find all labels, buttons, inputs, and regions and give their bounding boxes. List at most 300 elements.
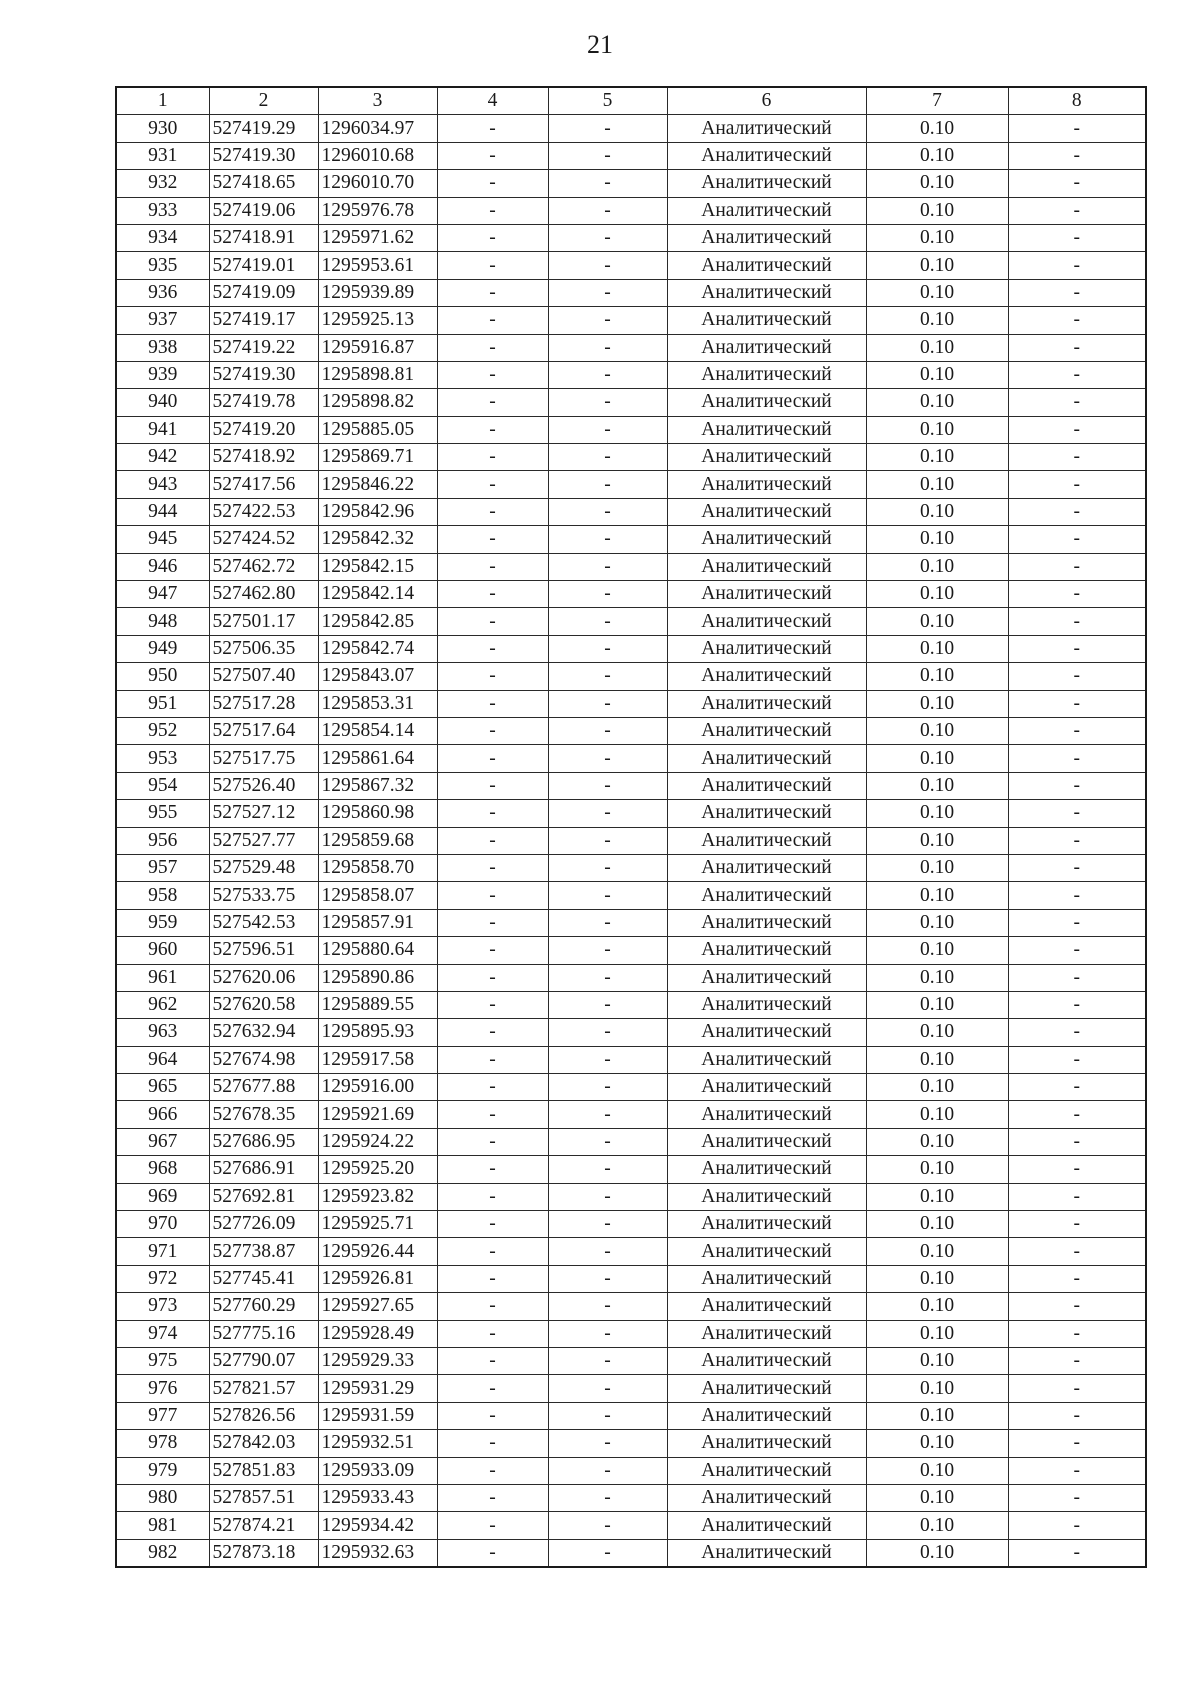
col-8-cell: - bbox=[1008, 389, 1146, 416]
col-4-cell: - bbox=[437, 909, 548, 936]
method-cell: Аналитический bbox=[667, 1156, 866, 1183]
point-number-cell: 952 bbox=[116, 717, 209, 744]
method-cell: Аналитический bbox=[667, 635, 866, 662]
coord-y-cell: 1295916.00 bbox=[318, 1074, 437, 1101]
col-8-cell: - bbox=[1008, 991, 1146, 1018]
point-number-cell: 966 bbox=[116, 1101, 209, 1128]
table-row bbox=[116, 827, 1146, 854]
coord-x-cell: 527501.17 bbox=[209, 608, 318, 635]
accuracy-cell: 0.10 bbox=[866, 224, 1008, 251]
coord-y-cell: 1295926.44 bbox=[318, 1238, 437, 1265]
method-cell: Аналитический bbox=[667, 1320, 866, 1347]
method-cell: Аналитический bbox=[667, 882, 866, 909]
accuracy-cell: 0.10 bbox=[866, 526, 1008, 553]
accuracy-cell: 0.10 bbox=[866, 1512, 1008, 1539]
method-cell: Аналитический bbox=[667, 1293, 866, 1320]
col-8-cell: - bbox=[1008, 334, 1146, 361]
point-number-cell: 949 bbox=[116, 635, 209, 662]
point-number-cell: 957 bbox=[116, 854, 209, 881]
coord-x-cell: 527632.94 bbox=[209, 1019, 318, 1046]
table-row bbox=[116, 416, 1146, 443]
coord-x-cell: 527424.52 bbox=[209, 526, 318, 553]
table-row bbox=[116, 1512, 1146, 1539]
method-cell: Аналитический bbox=[667, 663, 866, 690]
coord-y-cell: 1295925.71 bbox=[318, 1211, 437, 1238]
table-row bbox=[116, 334, 1146, 361]
col-5-cell: - bbox=[548, 334, 667, 361]
method-cell: Аналитический bbox=[667, 279, 866, 306]
method-cell: Аналитический bbox=[667, 1238, 866, 1265]
coord-y-cell: 1295898.81 bbox=[318, 361, 437, 388]
coord-y-cell: 1295928.49 bbox=[318, 1320, 437, 1347]
column-header-2: 2 bbox=[209, 87, 318, 115]
col-8-cell: - bbox=[1008, 444, 1146, 471]
coord-x-cell: 527462.80 bbox=[209, 581, 318, 608]
point-number-cell: 935 bbox=[116, 252, 209, 279]
point-number-cell: 979 bbox=[116, 1457, 209, 1484]
coord-y-cell: 1295853.31 bbox=[318, 690, 437, 717]
point-number-cell: 970 bbox=[116, 1211, 209, 1238]
coord-y-cell: 1295860.98 bbox=[318, 800, 437, 827]
point-number-cell: 931 bbox=[116, 142, 209, 169]
col-4-cell: - bbox=[437, 772, 548, 799]
method-cell: Аналитический bbox=[667, 991, 866, 1018]
coord-y-cell: 1295923.82 bbox=[318, 1183, 437, 1210]
coord-y-cell: 1295932.51 bbox=[318, 1430, 437, 1457]
accuracy-cell: 0.10 bbox=[866, 1430, 1008, 1457]
table-row bbox=[116, 389, 1146, 416]
point-number-cell: 975 bbox=[116, 1347, 209, 1374]
accuracy-cell: 0.10 bbox=[866, 608, 1008, 635]
method-cell: Аналитический bbox=[667, 471, 866, 498]
coord-y-cell: 1295858.70 bbox=[318, 854, 437, 881]
point-number-cell: 980 bbox=[116, 1484, 209, 1511]
col-4-cell: - bbox=[437, 1156, 548, 1183]
coord-x-cell: 527419.22 bbox=[209, 334, 318, 361]
accuracy-cell: 0.10 bbox=[866, 170, 1008, 197]
coord-x-cell: 527417.56 bbox=[209, 471, 318, 498]
col-4-cell: - bbox=[437, 1265, 548, 1292]
column-header-5: 5 bbox=[548, 87, 667, 115]
method-cell: Аналитический bbox=[667, 909, 866, 936]
point-number-cell: 951 bbox=[116, 690, 209, 717]
col-8-cell: - bbox=[1008, 1074, 1146, 1101]
coord-x-cell: 527527.12 bbox=[209, 800, 318, 827]
col-4-cell: - bbox=[437, 252, 548, 279]
col-5-cell: - bbox=[548, 1238, 667, 1265]
coord-y-cell: 1295933.43 bbox=[318, 1484, 437, 1511]
col-4-cell: - bbox=[437, 553, 548, 580]
accuracy-cell: 0.10 bbox=[866, 1128, 1008, 1155]
col-4-cell: - bbox=[437, 1019, 548, 1046]
col-5-cell: - bbox=[548, 1539, 667, 1567]
col-4-cell: - bbox=[437, 1074, 548, 1101]
coord-x-cell: 527418.91 bbox=[209, 224, 318, 251]
point-number-cell: 960 bbox=[116, 937, 209, 964]
point-number-cell: 965 bbox=[116, 1074, 209, 1101]
table-row bbox=[116, 553, 1146, 580]
col-8-cell: - bbox=[1008, 1293, 1146, 1320]
coord-x-cell: 527857.51 bbox=[209, 1484, 318, 1511]
coord-y-cell: 1295854.14 bbox=[318, 717, 437, 744]
col-5-cell: - bbox=[548, 1128, 667, 1155]
col-5-cell: - bbox=[548, 882, 667, 909]
coord-x-cell: 527527.77 bbox=[209, 827, 318, 854]
accuracy-cell: 0.10 bbox=[866, 444, 1008, 471]
accuracy-cell: 0.10 bbox=[866, 827, 1008, 854]
point-number-cell: 947 bbox=[116, 581, 209, 608]
col-8-cell: - bbox=[1008, 964, 1146, 991]
coord-x-cell: 527506.35 bbox=[209, 635, 318, 662]
method-cell: Аналитический bbox=[667, 115, 866, 142]
col-8-cell: - bbox=[1008, 1402, 1146, 1429]
col-8-cell: - bbox=[1008, 252, 1146, 279]
col-8-cell: - bbox=[1008, 1512, 1146, 1539]
header-row bbox=[116, 87, 1146, 115]
coord-x-cell: 527419.09 bbox=[209, 279, 318, 306]
point-number-cell: 963 bbox=[116, 1019, 209, 1046]
col-5-cell: - bbox=[548, 1484, 667, 1511]
method-cell: Аналитический bbox=[667, 1183, 866, 1210]
col-8-cell: - bbox=[1008, 224, 1146, 251]
col-8-cell: - bbox=[1008, 1320, 1146, 1347]
accuracy-cell: 0.10 bbox=[866, 882, 1008, 909]
col-5-cell: - bbox=[548, 854, 667, 881]
col-4-cell: - bbox=[437, 1375, 548, 1402]
col-8-cell: - bbox=[1008, 663, 1146, 690]
coord-y-cell: 1296010.68 bbox=[318, 142, 437, 169]
method-cell: Аналитический bbox=[667, 964, 866, 991]
coord-y-cell: 1295927.65 bbox=[318, 1293, 437, 1320]
col-5-cell: - bbox=[548, 498, 667, 525]
coord-x-cell: 527620.58 bbox=[209, 991, 318, 1018]
method-cell: Аналитический bbox=[667, 1484, 866, 1511]
col-4-cell: - bbox=[437, 416, 548, 443]
point-number-cell: 964 bbox=[116, 1046, 209, 1073]
col-5-cell: - bbox=[548, 909, 667, 936]
col-4-cell: - bbox=[437, 1183, 548, 1210]
point-number-cell: 938 bbox=[116, 334, 209, 361]
col-5-cell: - bbox=[548, 827, 667, 854]
accuracy-cell: 0.10 bbox=[866, 1156, 1008, 1183]
point-number-cell: 943 bbox=[116, 471, 209, 498]
col-8-cell: - bbox=[1008, 1211, 1146, 1238]
col-4-cell: - bbox=[437, 471, 548, 498]
page-number: 21 bbox=[587, 30, 613, 59]
col-8-cell: - bbox=[1008, 1430, 1146, 1457]
method-cell: Аналитический bbox=[667, 1457, 866, 1484]
coord-x-cell: 527851.83 bbox=[209, 1457, 318, 1484]
col-4-cell: - bbox=[437, 170, 548, 197]
table-row bbox=[116, 170, 1146, 197]
col-5-cell: - bbox=[548, 1046, 667, 1073]
col-8-cell: - bbox=[1008, 1019, 1146, 1046]
coord-x-cell: 527620.06 bbox=[209, 964, 318, 991]
table-row bbox=[116, 1293, 1146, 1320]
coord-y-cell: 1295924.22 bbox=[318, 1128, 437, 1155]
accuracy-cell: 0.10 bbox=[866, 772, 1008, 799]
coord-y-cell: 1295843.07 bbox=[318, 663, 437, 690]
coord-y-cell: 1295939.89 bbox=[318, 279, 437, 306]
coord-x-cell: 527738.87 bbox=[209, 1238, 318, 1265]
accuracy-cell: 0.10 bbox=[866, 1320, 1008, 1347]
col-4-cell: - bbox=[437, 1293, 548, 1320]
point-number-cell: 936 bbox=[116, 279, 209, 306]
table-row bbox=[116, 1156, 1146, 1183]
table-row bbox=[116, 197, 1146, 224]
col-5-cell: - bbox=[548, 635, 667, 662]
table-row bbox=[116, 1402, 1146, 1429]
col-8-cell: - bbox=[1008, 854, 1146, 881]
col-8-cell: - bbox=[1008, 307, 1146, 334]
point-number-cell: 933 bbox=[116, 197, 209, 224]
coord-y-cell: 1295926.81 bbox=[318, 1265, 437, 1292]
table-row bbox=[116, 142, 1146, 169]
method-cell: Аналитический bbox=[667, 581, 866, 608]
method-cell: Аналитический bbox=[667, 1347, 866, 1374]
col-4-cell: - bbox=[437, 608, 548, 635]
coord-y-cell: 1295890.86 bbox=[318, 964, 437, 991]
table-row bbox=[116, 581, 1146, 608]
coord-x-cell: 527418.92 bbox=[209, 444, 318, 471]
method-cell: Аналитический bbox=[667, 1430, 866, 1457]
table-row bbox=[116, 1457, 1146, 1484]
accuracy-cell: 0.10 bbox=[866, 334, 1008, 361]
col-8-cell: - bbox=[1008, 909, 1146, 936]
col-5-cell: - bbox=[548, 608, 667, 635]
coord-y-cell: 1295859.68 bbox=[318, 827, 437, 854]
col-8-cell: - bbox=[1008, 1265, 1146, 1292]
col-8-cell: - bbox=[1008, 772, 1146, 799]
coord-x-cell: 527677.88 bbox=[209, 1074, 318, 1101]
accuracy-cell: 0.10 bbox=[866, 115, 1008, 142]
coord-x-cell: 527419.29 bbox=[209, 115, 318, 142]
coord-x-cell: 527507.40 bbox=[209, 663, 318, 690]
method-cell: Аналитический bbox=[667, 1074, 866, 1101]
coord-y-cell: 1295846.22 bbox=[318, 471, 437, 498]
method-cell: Аналитический bbox=[667, 498, 866, 525]
method-cell: Аналитический bbox=[667, 444, 866, 471]
table-row bbox=[116, 361, 1146, 388]
col-8-cell: - bbox=[1008, 1484, 1146, 1511]
accuracy-cell: 0.10 bbox=[866, 553, 1008, 580]
col-8-cell: - bbox=[1008, 690, 1146, 717]
table-row bbox=[116, 1347, 1146, 1374]
coord-y-cell: 1295869.71 bbox=[318, 444, 437, 471]
col-5-cell: - bbox=[548, 307, 667, 334]
method-cell: Аналитический bbox=[667, 1128, 866, 1155]
coord-x-cell: 527419.06 bbox=[209, 197, 318, 224]
col-4-cell: - bbox=[437, 389, 548, 416]
col-5-cell: - bbox=[548, 1512, 667, 1539]
table-row bbox=[116, 1211, 1146, 1238]
coord-y-cell: 1295895.93 bbox=[318, 1019, 437, 1046]
coord-y-cell: 1295932.63 bbox=[318, 1539, 437, 1567]
accuracy-cell: 0.10 bbox=[866, 1238, 1008, 1265]
col-5-cell: - bbox=[548, 444, 667, 471]
col-8-cell: - bbox=[1008, 471, 1146, 498]
coord-y-cell: 1295861.64 bbox=[318, 745, 437, 772]
col-4-cell: - bbox=[437, 526, 548, 553]
col-8-cell: - bbox=[1008, 1128, 1146, 1155]
col-4-cell: - bbox=[437, 1046, 548, 1073]
col-8-cell: - bbox=[1008, 635, 1146, 662]
method-cell: Аналитический bbox=[667, 1375, 866, 1402]
coord-y-cell: 1295885.05 bbox=[318, 416, 437, 443]
accuracy-cell: 0.10 bbox=[866, 663, 1008, 690]
accuracy-cell: 0.10 bbox=[866, 1101, 1008, 1128]
accuracy-cell: 0.10 bbox=[866, 690, 1008, 717]
method-cell: Аналитический bbox=[667, 526, 866, 553]
point-number-cell: 939 bbox=[116, 361, 209, 388]
accuracy-cell: 0.10 bbox=[866, 1402, 1008, 1429]
col-5-cell: - bbox=[548, 526, 667, 553]
col-5-cell: - bbox=[548, 1457, 667, 1484]
col-5-cell: - bbox=[548, 937, 667, 964]
method-cell: Аналитический bbox=[667, 1046, 866, 1073]
point-number-cell: 953 bbox=[116, 745, 209, 772]
accuracy-cell: 0.10 bbox=[866, 854, 1008, 881]
col-8-cell: - bbox=[1008, 717, 1146, 744]
col-8-cell: - bbox=[1008, 800, 1146, 827]
method-cell: Аналитический bbox=[667, 690, 866, 717]
col-4-cell: - bbox=[437, 142, 548, 169]
method-cell: Аналитический bbox=[667, 1019, 866, 1046]
method-cell: Аналитический bbox=[667, 745, 866, 772]
coord-y-cell: 1295867.32 bbox=[318, 772, 437, 799]
table-row bbox=[116, 1101, 1146, 1128]
col-4-cell: - bbox=[437, 1238, 548, 1265]
column-header-4: 4 bbox=[437, 87, 548, 115]
col-4-cell: - bbox=[437, 800, 548, 827]
point-number-cell: 969 bbox=[116, 1183, 209, 1210]
table-row bbox=[116, 1265, 1146, 1292]
table-row bbox=[116, 471, 1146, 498]
point-number-cell: 976 bbox=[116, 1375, 209, 1402]
point-number-cell: 982 bbox=[116, 1539, 209, 1567]
col-4-cell: - bbox=[437, 197, 548, 224]
col-8-cell: - bbox=[1008, 279, 1146, 306]
method-cell: Аналитический bbox=[667, 800, 866, 827]
col-4-cell: - bbox=[437, 1539, 548, 1567]
table-row bbox=[116, 800, 1146, 827]
col-5-cell: - bbox=[548, 1347, 667, 1374]
coord-x-cell: 527826.56 bbox=[209, 1402, 318, 1429]
table-row bbox=[116, 1019, 1146, 1046]
col-5-cell: - bbox=[548, 1074, 667, 1101]
accuracy-cell: 0.10 bbox=[866, 1265, 1008, 1292]
method-cell: Аналитический bbox=[667, 827, 866, 854]
coord-x-cell: 527517.75 bbox=[209, 745, 318, 772]
method-cell: Аналитический bbox=[667, 224, 866, 251]
coord-x-cell: 527419.30 bbox=[209, 361, 318, 388]
coord-y-cell: 1295953.61 bbox=[318, 252, 437, 279]
coord-y-cell: 1295842.96 bbox=[318, 498, 437, 525]
point-number-cell: 930 bbox=[116, 115, 209, 142]
method-cell: Аналитический bbox=[667, 252, 866, 279]
coord-y-cell: 1295971.62 bbox=[318, 224, 437, 251]
table-row bbox=[116, 279, 1146, 306]
accuracy-cell: 0.10 bbox=[866, 991, 1008, 1018]
table-row bbox=[116, 307, 1146, 334]
table-row bbox=[116, 498, 1146, 525]
accuracy-cell: 0.10 bbox=[866, 1539, 1008, 1567]
col-4-cell: - bbox=[437, 115, 548, 142]
table-row bbox=[116, 882, 1146, 909]
coord-y-cell: 1295842.85 bbox=[318, 608, 437, 635]
coord-x-cell: 527678.35 bbox=[209, 1101, 318, 1128]
col-8-cell: - bbox=[1008, 197, 1146, 224]
method-cell: Аналитический bbox=[667, 553, 866, 580]
point-number-cell: 942 bbox=[116, 444, 209, 471]
coord-x-cell: 527533.75 bbox=[209, 882, 318, 909]
coord-y-cell: 1295933.09 bbox=[318, 1457, 437, 1484]
method-cell: Аналитический bbox=[667, 361, 866, 388]
coord-x-cell: 527418.65 bbox=[209, 170, 318, 197]
coord-y-cell: 1295842.74 bbox=[318, 635, 437, 662]
col-8-cell: - bbox=[1008, 1375, 1146, 1402]
col-8-cell: - bbox=[1008, 882, 1146, 909]
coord-x-cell: 527873.18 bbox=[209, 1539, 318, 1567]
coord-x-cell: 527422.53 bbox=[209, 498, 318, 525]
col-4-cell: - bbox=[437, 1430, 548, 1457]
point-number-cell: 967 bbox=[116, 1128, 209, 1155]
accuracy-cell: 0.10 bbox=[866, 1347, 1008, 1374]
col-4-cell: - bbox=[437, 1484, 548, 1511]
accuracy-cell: 0.10 bbox=[866, 1074, 1008, 1101]
method-cell: Аналитический bbox=[667, 854, 866, 881]
coord-x-cell: 527745.41 bbox=[209, 1265, 318, 1292]
col-4-cell: - bbox=[437, 1211, 548, 1238]
accuracy-cell: 0.10 bbox=[866, 279, 1008, 306]
col-8-cell: - bbox=[1008, 1539, 1146, 1567]
coord-y-cell: 1295857.91 bbox=[318, 909, 437, 936]
accuracy-cell: 0.10 bbox=[866, 389, 1008, 416]
coord-x-cell: 527775.16 bbox=[209, 1320, 318, 1347]
method-cell: Аналитический bbox=[667, 307, 866, 334]
coord-x-cell: 527526.40 bbox=[209, 772, 318, 799]
accuracy-cell: 0.10 bbox=[866, 1293, 1008, 1320]
col-4-cell: - bbox=[437, 581, 548, 608]
point-number-cell: 971 bbox=[116, 1238, 209, 1265]
accuracy-cell: 0.10 bbox=[866, 1183, 1008, 1210]
coord-x-cell: 527542.53 bbox=[209, 909, 318, 936]
col-8-cell: - bbox=[1008, 581, 1146, 608]
coord-y-cell: 1295858.07 bbox=[318, 882, 437, 909]
table-row bbox=[116, 224, 1146, 251]
col-4-cell: - bbox=[437, 663, 548, 690]
accuracy-cell: 0.10 bbox=[866, 197, 1008, 224]
col-8-cell: - bbox=[1008, 1457, 1146, 1484]
coord-x-cell: 527686.91 bbox=[209, 1156, 318, 1183]
method-cell: Аналитический bbox=[667, 416, 866, 443]
col-5-cell: - bbox=[548, 361, 667, 388]
coord-y-cell: 1296034.97 bbox=[318, 115, 437, 142]
accuracy-cell: 0.10 bbox=[866, 1457, 1008, 1484]
table-row bbox=[116, 1430, 1146, 1457]
point-number-cell: 974 bbox=[116, 1320, 209, 1347]
col-8-cell: - bbox=[1008, 745, 1146, 772]
table-row bbox=[116, 909, 1146, 936]
col-8-cell: - bbox=[1008, 416, 1146, 443]
col-5-cell: - bbox=[548, 389, 667, 416]
coord-y-cell: 1295880.64 bbox=[318, 937, 437, 964]
coord-x-cell: 527686.95 bbox=[209, 1128, 318, 1155]
point-number-cell: 934 bbox=[116, 224, 209, 251]
coord-y-cell: 1295929.33 bbox=[318, 1347, 437, 1374]
col-5-cell: - bbox=[548, 1156, 667, 1183]
table-row bbox=[116, 854, 1146, 881]
